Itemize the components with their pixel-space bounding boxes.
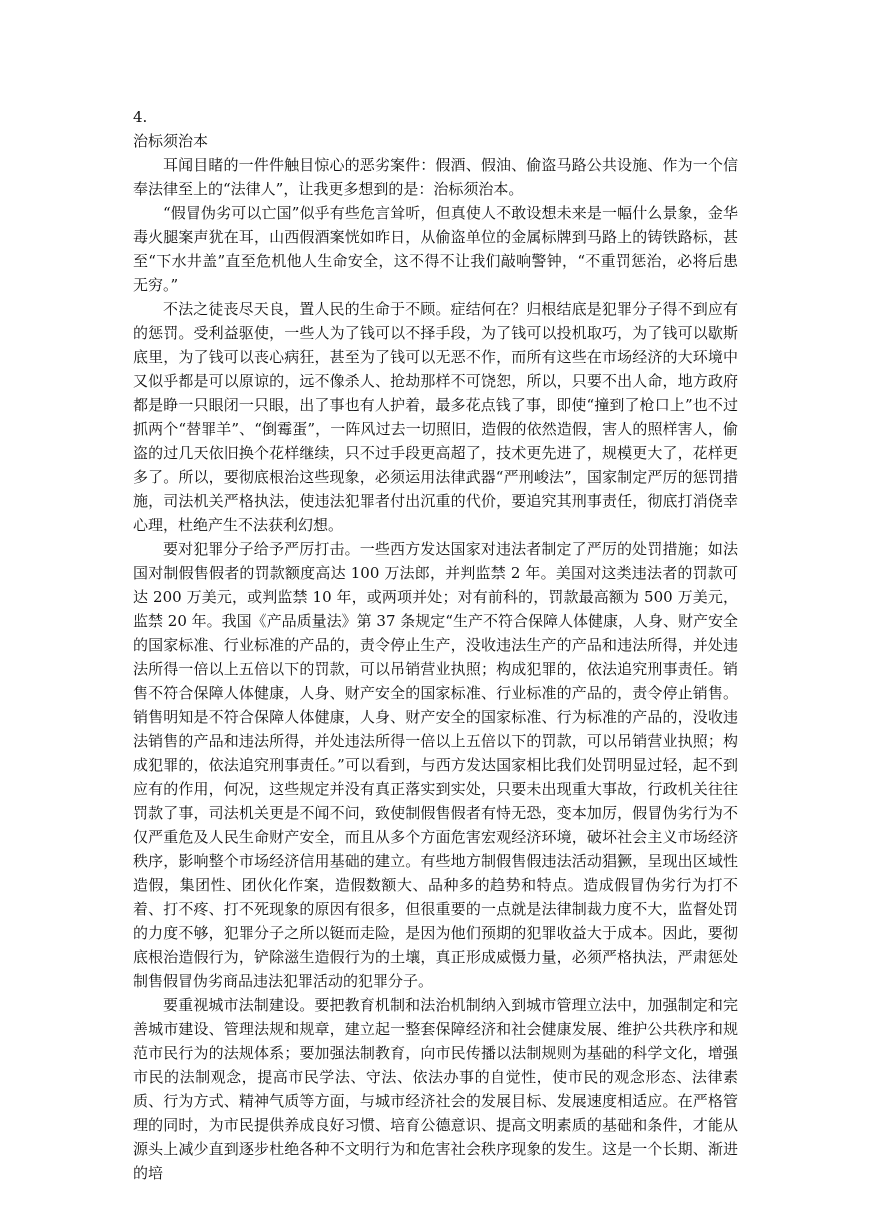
paragraph-legal-construction: 要重视城市法制建设。要把教育机制和法治机制纳入到城市管理立法中，加强制定和完善城市建设、管理法规和规章，建立起一整套保障经济和社会健康发展、维护公共秩序和规范市民行为的法规体系；要加强法制教育，向市民传播以法制规则为基础的科学文化，增强市民的法制观念，提高市民学法、守法、依法办事的自觉性，使市民的观念形态、法律素质、行为方式、精神气质等方面，与城市经济社会的发展目标、发展速度相适应。在严格管理的同时，为市民提供养成良好习惯、培育公德意识、提高文明素质的基础和条件，才能从源头上减少直到逐步杜绝各种不文明行为和危害社会秩序现象的发生。这是一个长期、渐进的培 [133,996,738,1182]
paragraph-strict-punishment: 要对犯罪分子给予严厉打击。一些西方发达国家对违法者制定了严厉的处罚措施；如法国对制假售假者的罚款额度高达 100 万法郎，并判监禁 2 年。美国对这类违法者的罚款可达 200 万美元，或判监禁 10 年，或两项并处；对有前科的，罚款最高额为 500 万美元，监禁 20 年。我国《产品质量法》第 37 条规定“生产不符合保障人体健康，人身、财产安全的国家标准、行业标准的产品的，责令停止生产，没收违法生产的产品和违法所得，并处违法所得一倍以上五倍以下的罚款，可以吊销营业执照；构成犯罪的，依法追究刑事责任。销售不符合保障人体健康，人身、财产安全的国家标准、行业标准的产品的，责令停止销售。销售明知是不符合保障人体健康，人身、财产安全的国家标准、行为标准的产品的，没收违法销售的产品和违法所得，并处违法所得一倍以上五倍以下的罚款，可以吊销营业执照；构成犯罪的，依法追究刑事责任。”可以看到，与西方发达国家相比我们处罚明显过轻，起不到应有的作用，何况，这些规定并没有真正落实到实处，只要未出现重大事故，行政机关往往罚款了事，司法机关更是不闻不问，致使制假售假者有恃无恐，变本加厉，假冒伪劣行为不仅严重危及人民生命财产安全，而且从多个方面危害宏观经济环境，破坏社会主义市场经济秩序，影响整个市场经济信用基础的建立。有些地方制假售假违法活动猖獗，呈现出区域性造假，集团性、团伙化作案，造假数额大、品种多的趋势和特点。造成假冒伪劣行为打不着、打不疼、打不死现象的原因有很多，但很重要的一点就是法律制裁力度不大，监督处罚的力度不够，犯罪分子之所以铤而走险，是因为他们预期的犯罪收益大于成本。因此，要彻底根治造假行为，铲除滋生造假行为的土壤，真正形成威慑力量，必须严格执法，严肃惩处制售假冒伪劣商品违法犯罪活动的犯罪分子。 [133,540,738,990]
paragraph-warning: “假冒伪劣可以亡国”似乎有些危言耸听，但真使人不敢设想未来是一幅什么景象，金华毒火腿案声犹在耳，山西假酒案恍如昨日，从偷盗单位的金属标牌到马路上的铸铁路标，甚至“下水井盖”直至危机他人生命安全，这不得不让我们敲响警钟，“不重罚惩治，必将后患无穷。” [133,204,738,294]
section-number: 4. [133,108,148,126]
article-title: 治标须治本 [133,132,209,150]
paragraph-root-cause: 不法之徒丧尽天良，置人民的生命于不顾。症结何在？归根结底是犯罪分子得不到应有的惩罚。受利益驱使，一些人为了钱可以不择手段，为了钱可以投机取巧，为了钱可以歇斯底里，为了钱可以丧心病狂，甚至为了钱可以无恶不作，而所有这些在市场经济的大环境中又似乎都是可以原谅的，远不像杀人、抢劫那样不可饶恕，所以，只要不出人命，地方政府都是睁一只眼闭一只眼，出了事也有人护着，最多花点钱了事，即使“撞到了枪口上”也不过抓两个“替罪羊”、“倒霉蛋”，一阵风过去一切照旧，造假的依然造假，害人的照样害人，偷盗的过几天依旧换个花样继续，只不过手段更高超了，技术更先进了，规模更大了，花样更多了。所以，要彻底根治这些现象，必须运用法律武器“严刑峻法”，国家制定严厉的惩罚措施，司法机关严格执法，使违法犯罪者付出沉重的代价，要追究其刑事责任，彻底打消侥幸心理，杜绝产生不法获利幻想。 [133,300,738,534]
document-page [133,105,738,1185]
paragraph-intro: 耳闻目睹的一件件触目惊心的恶劣案件：假酒、假油、偷盗马路公共设施、作为一个信奉法律至上的“法律人”，让我更多想到的是：治标须治本。 [133,156,738,198]
